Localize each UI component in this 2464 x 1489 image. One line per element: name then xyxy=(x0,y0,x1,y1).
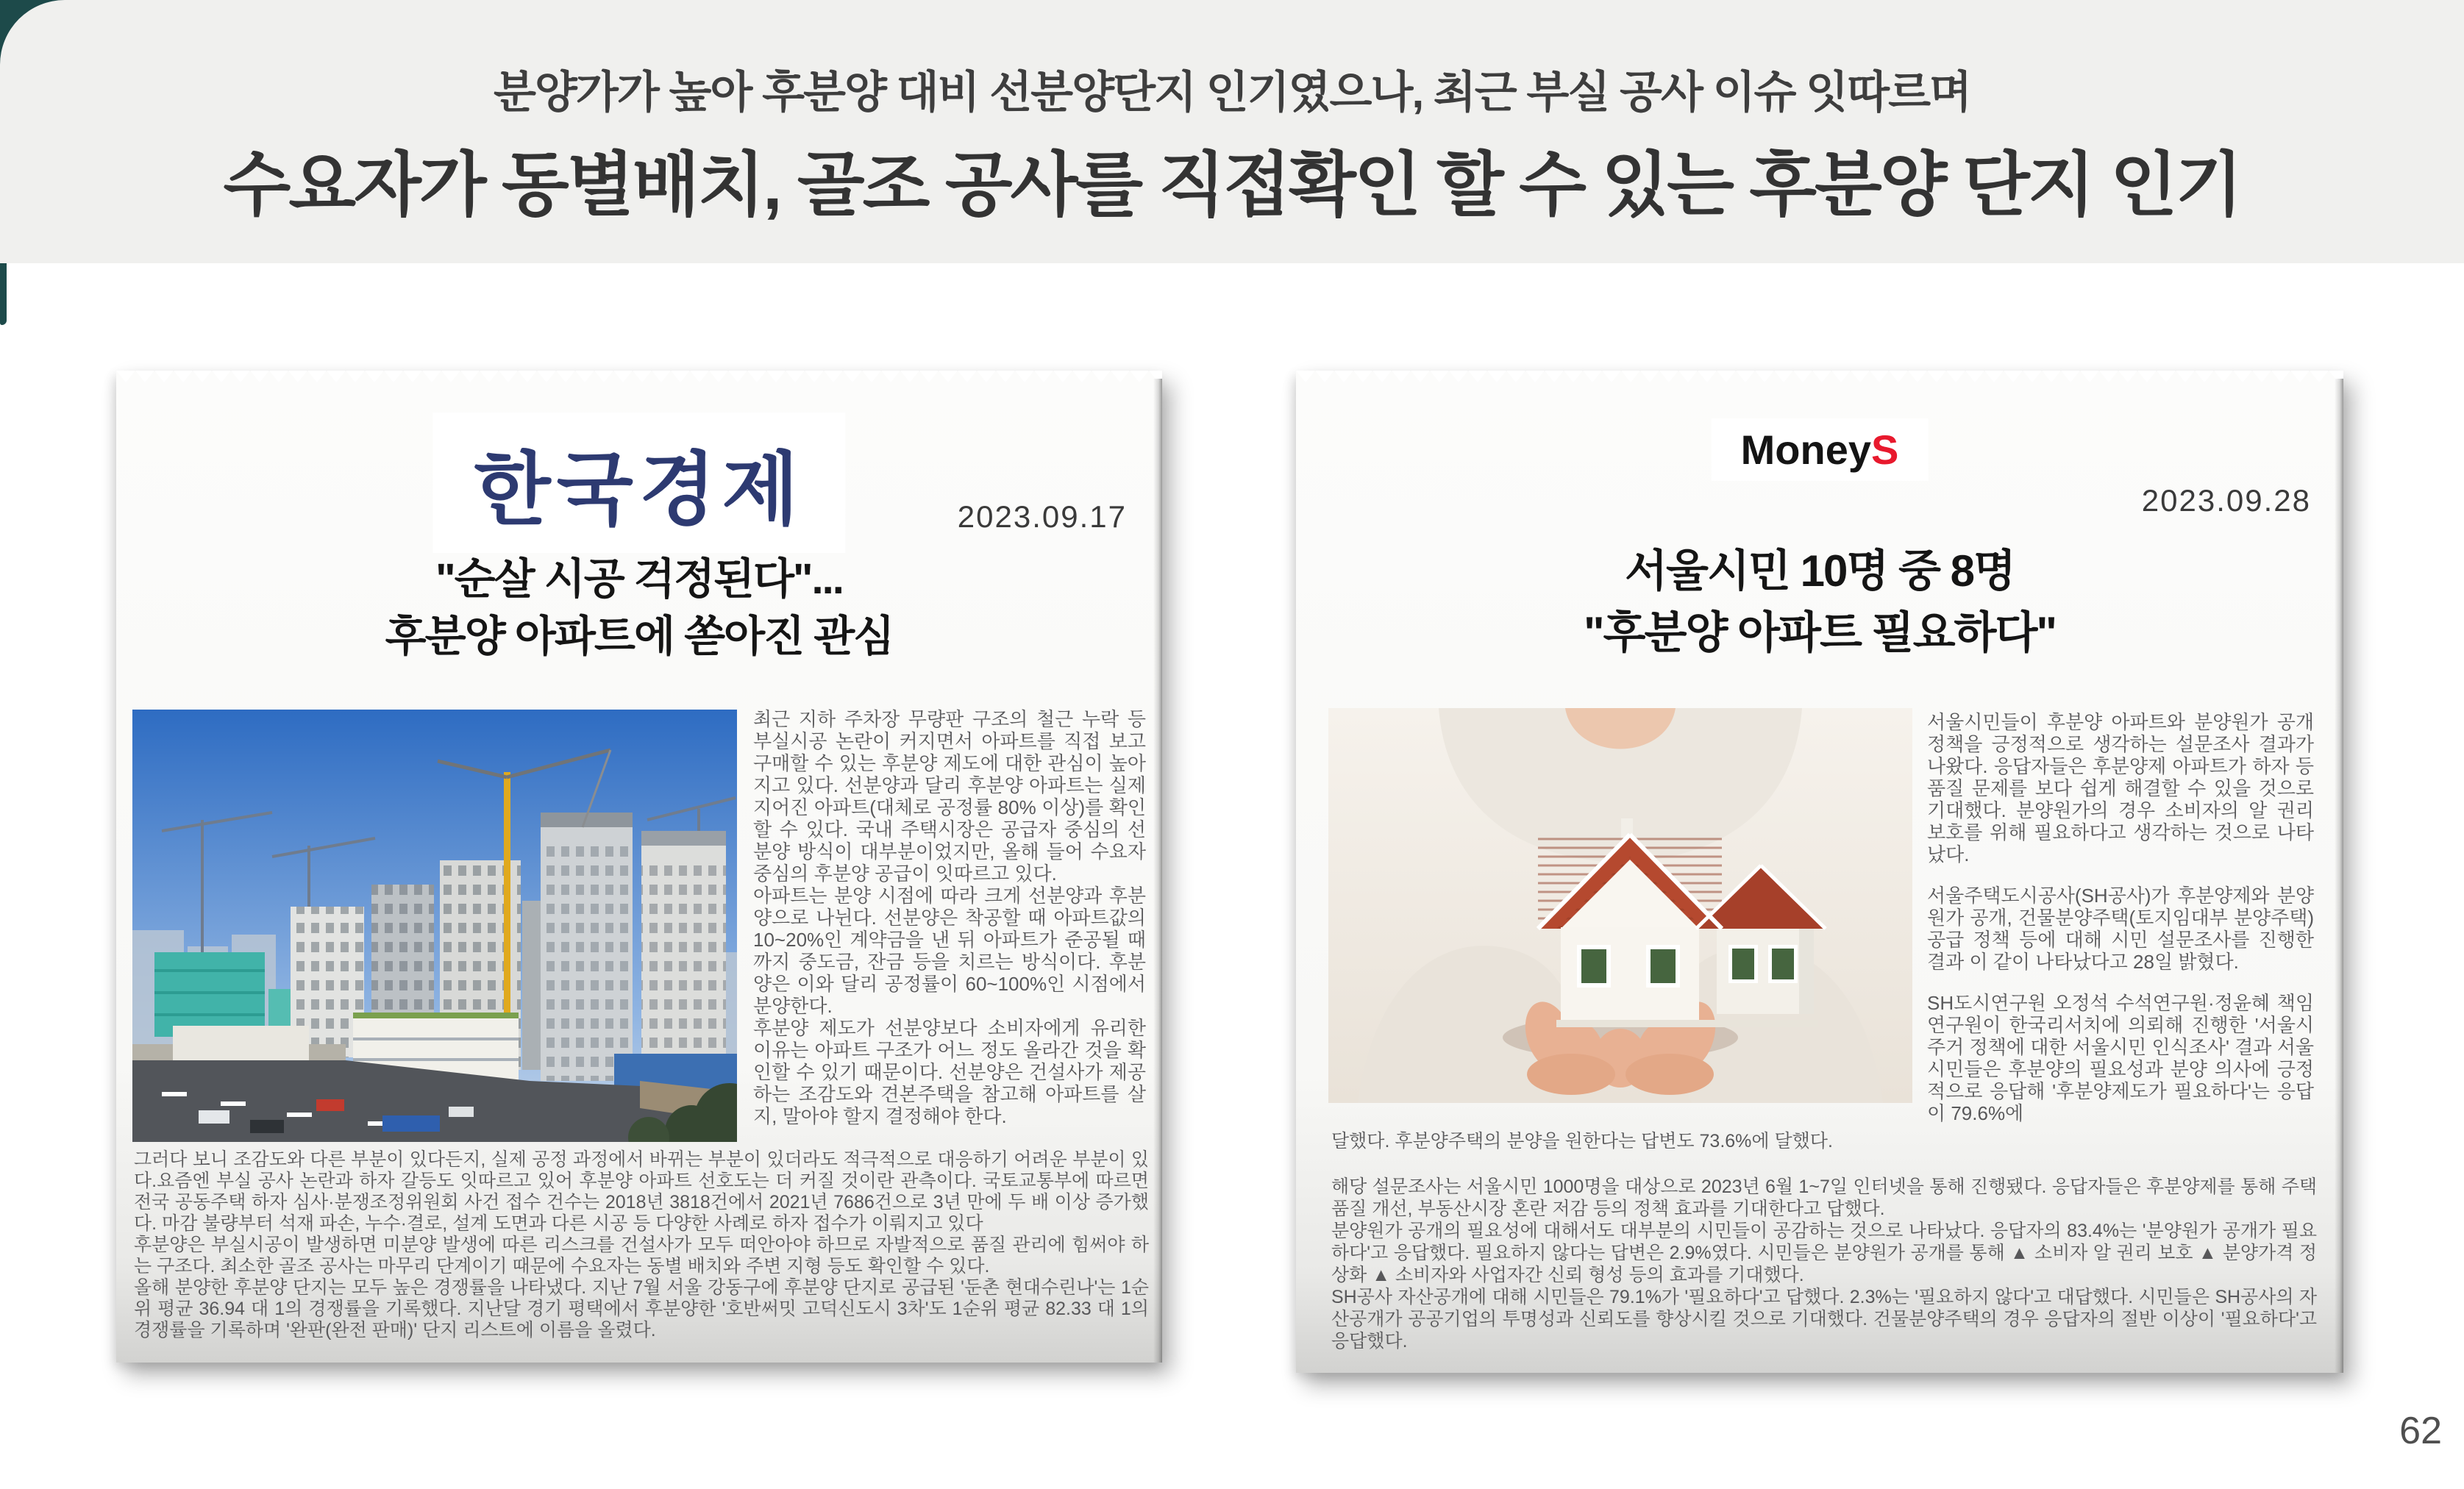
article-column-text xyxy=(1927,711,2314,1143)
article-paragraph: 후분양 제도가 선분양보다 소비자에게 유리한 이유는 아파트 구조가 어느 정도 올라간 것을 확인할 수 있기 때문이다. 선분양은 건설사가 제공하는 조감도와 견본주택을 참고해 아파트를 살지, 말아야 할지 결정해야 한다. xyxy=(753,1017,1146,1127)
torn-paper-edge xyxy=(1296,371,2343,382)
article-paragraph: 최근 지하 주차장 무량판 구조의 철근 누락 등 부실시공 논란이 커지면서 아파트를 직접 보고 구매할 수 있는 후분양 제도에 대한 관심이 높아지고 있다. 선분양과 달리 후분양 아파트는 실제 지어진 아파트(대체로 공정률 80% 이상)를 확인할 수 있다. 국내 주택시장은 공급자 중심의 선분양 방식이 대부분이었지만, 올해 들어 수요자 중심의 후분양 공급이 잇따르고 있다. xyxy=(753,708,1146,885)
news-card-moneys xyxy=(1296,371,2343,1373)
article-paragraph: 후분양은 부실시공이 발생하면 미분양 발생에 따른 리스크를 건설사가 모두 떠안아야 하므로 자발적으로 품질 관리에 힘써야 하는 구조다. 최소한 골조 공사는 마무리 단계이기 때문에 수요자는 동별 배치와 주변 지형 등도 확인할 수 있다. xyxy=(134,1235,1149,1276)
article-paragraph: SH도시연구원 오정석 수석연구원·정윤혜 책임연구원이 한국리서치에 의뢰해 진행한 '서울시 주거 정책에 대한 서울시민 인식조사' 결과 서울시민들은 후분양의 필요성과 분양 의사에 긍정적으로 응답해 '후분양제도가 필요하다'는 응답이 79.6%에 xyxy=(1927,992,2314,1124)
moneys-logo xyxy=(1712,418,1929,481)
article-paragraph: 아파트는 분양 시점에 따라 크게 선분양과 후분양으로 나뉜다. 선분양은 착공할 때 아파트값의 10~20%인 계약금을 낸 뒤 아파트가 준공될 때까지 중도금, 잔금 등을 치르는 방식이다. 후분양은 이와 달리 공정률이 60~100%인 시점에서 분양한다. xyxy=(753,885,1146,1017)
headline-line-2: "후분양 아파트 필요하다" xyxy=(1584,608,2056,657)
hankyung-logo: 한국경제 xyxy=(432,413,845,553)
headline-line-2: 후분양 아파트에 쏟아진 관심 xyxy=(385,613,894,660)
news-card-hankyung xyxy=(116,371,1162,1363)
article-paragraph: 서울시민들이 후분양 아파트와 분양원가 공개 정책을 긍정적으로 생각하는 설문조사 결과가 나왔다. 응답자들은 후분양제 아파트가 하자 등 품질 문제를 보다 쉽게 해결할 수 있을 것으로 기대했다. 분양원가의 경우 소비자의 알 권리 보호를 위해 필요하다고 생각하는 것으로 나타났다. xyxy=(1927,711,2314,865)
construction-cityscape-photo xyxy=(132,710,737,1142)
article-date: 2023.09.17 xyxy=(957,499,1127,534)
headline-line-1: 서울시민 10명 중 8명 xyxy=(1625,546,2015,596)
article-paragraph: 서울주택도시공사(SH공사)가 후분양제와 분양원가 공개, 건물분양주택(토지임대부 분양주택) 공급 정책 등에 대해 시민 설문조사를 진행한 결과 이 같이 나타났다고 28일 밝혔다. xyxy=(1927,885,2314,973)
torn-paper-edge xyxy=(116,371,1162,382)
header-band xyxy=(0,0,2464,263)
article-headline xyxy=(116,551,1162,665)
page-number: 62 xyxy=(2399,1410,2442,1452)
hands-holding-house-photo xyxy=(1328,708,1912,1103)
teal-accent-edge xyxy=(0,263,7,325)
headline-line-1: "순살 시공 걱정된다"... xyxy=(435,555,843,603)
article-paragraph: 그러다 보니 조감도와 다른 부분이 있다든지, 실제 공정 과정에서 바뀌는 부분이 있더라도 적극적으로 대응하기 어려운 부분이 있다.요즘엔 부실 공사 논란과 하자 갈등도 잇따르고 있어 후분양 아파트 선호도는 더 커질 것이란 관측이다. 국토교통부에 따르면 전국 공동주택 하자 심사·분쟁조정위원회 사건 접수 건수는 2018년 3818건에서 2021년 7686건으로 3년 만에 두 배 이상 증가했다. 마감 불량부터 석재 파손, 누수·결로, 설계 도면과 다른 시공 등 다양한 사례로 하자 접수가 이뤄지고 있다 xyxy=(134,1149,1149,1234)
article-paragraph: 올해 분양한 후분양 단지는 모두 높은 경쟁률을 나타냈다. 지난 7월 서울 강동구에 후분양 단지로 공급된 '둔촌 현대수린나'는 1순위 평균 36.94 대 1의 경쟁률을 기록했다. 지난달 경기 평택에서 후분양한 '호반써밋 고덕신도시 3차'도 1순위 평균 82.33 대 1의 경쟁률을 기록하며 '완판(완전 판매)' 단지 리스트에 이름을 올렸다. xyxy=(134,1277,1149,1340)
article-bottom-text xyxy=(134,1149,1149,1341)
article-paragraph: 해당 설문조사는 서울시민 1000명을 대상으로 2023년 6월 1~7일 인터넷을 통해 진행됐다. 응답자들은 후분양제를 통해 주택품질 개선, 부동산시장 혼란 저감 등의 정책 효과를 기대한다고 답했다. xyxy=(1331,1176,2317,1219)
article-paragraph: 분양원가 공개의 필요성에 대해서도 대부분의 시민들이 공감하는 것으로 나타났다. 응답자의 83.4%는 '분양원가 공개가 필요하다'고 응답했다. 필요하지 않다는 답변은 2.9%였다. 시민들은 분양원가 공개를 통해 ▲ 소비자 알 권리 보호 ▲ 분양가격 정상화 ▲ 소비자와 사업자간 신뢰 형성 등의 효과를 기대했다. xyxy=(1331,1221,2317,1285)
header-title: 수요자가 동별배치, 골조 공사를 직접확인 할 수 있는 후분양 단지 인기 xyxy=(223,146,2241,224)
moneys-logo-s: S xyxy=(1871,426,1899,473)
article-bottom-text xyxy=(1331,1130,2317,1352)
article-date: 2023.09.28 xyxy=(2141,483,2311,518)
article-column-text xyxy=(753,708,1146,1127)
moneys-logo-money: Money xyxy=(1740,426,1871,473)
article-paragraph: 달했다. 후분양주택의 분양을 원한다는 답변도 73.6%에 달했다. xyxy=(1331,1131,1833,1151)
article-paragraph: SH공사 자산공개에 대해 시민들은 79.1%가 '필요하다'고 답했다. 2.3%는 '필요하지 않다'고 대답했다. 시민들은 SH공사의 자산공개가 공공기업의 투명성과 신뢰도를 향상시킬 것으로 기대했다. 건물분양주택의 경우 응답자의 절반 이상이 '필요하다'고 응답했다. xyxy=(1331,1287,2317,1351)
article-headline xyxy=(1296,540,2343,664)
header-subtitle: 분양가가 높아 후분양 대비 선분양단지 인기였으나, 최근 부실 공사 이슈 잇따르며 xyxy=(493,68,1971,117)
